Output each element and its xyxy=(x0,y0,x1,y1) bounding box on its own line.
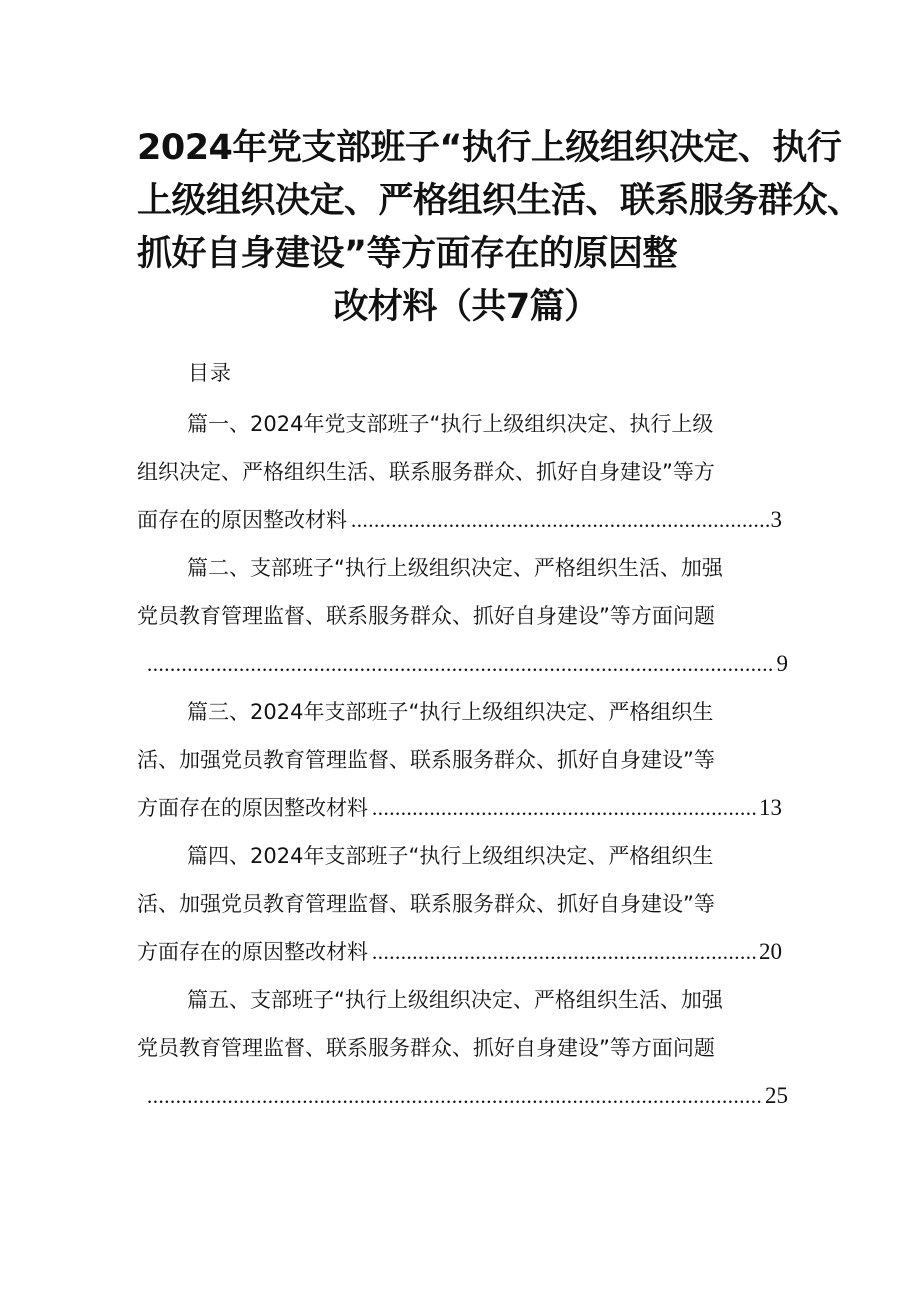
dot-leader xyxy=(147,640,775,688)
toc-entry-3[interactable] xyxy=(137,688,787,832)
toc-entry-leader-line xyxy=(137,928,782,976)
toc-page-number: 25 xyxy=(765,1083,788,1108)
toc-entry-leader-line xyxy=(137,784,782,832)
title-line-2: 上级组织决定、严格组织生活、联系服务群众、 xyxy=(137,181,862,221)
toc-entry-2[interactable] xyxy=(137,544,787,688)
title-line-3: 抓好自身建设”等方面存在的原因整 xyxy=(137,234,678,274)
toc-entry-leader-line xyxy=(137,1072,788,1120)
toc-entry-line: 方面存在的原因整改材料 xyxy=(137,940,368,964)
table-of-contents xyxy=(137,400,787,1120)
toc-entry-line: 篇五、支部班子“执行上级组织决定、严格组织生活、加强 xyxy=(187,988,723,1012)
title-line-1: 2024年党支部班子“执行上级组织决定、执行 xyxy=(137,128,842,168)
toc-page-number: 9 xyxy=(776,651,788,676)
toc-entry-5[interactable] xyxy=(137,976,787,1120)
toc-entry-line: 篇四、2024年支部班子“执行上级组织决定、严格组织生 xyxy=(187,844,714,868)
dot-leader xyxy=(351,496,769,544)
toc-entry-leader-line xyxy=(137,640,788,688)
toc-heading: 目录 xyxy=(188,361,232,385)
toc-entry-line: 面存在的原因整改材料 xyxy=(137,508,347,532)
toc-entry-line: 方面存在的原因整改材料 xyxy=(137,796,368,820)
toc-page-number: 20 xyxy=(759,939,782,964)
dot-leader xyxy=(372,928,757,976)
toc-entry-line: 篇二、支部班子“执行上级组织决定、严格组织生活、加强 xyxy=(187,556,723,580)
toc-page-number: 3 xyxy=(770,507,782,532)
dot-leader xyxy=(147,1072,763,1120)
toc-entry-line: 活、加强党员教育管理监督、联系服务群众、抓好自身建设”等 xyxy=(137,892,715,916)
toc-entry-line: 党员教育管理监督、联系服务群众、抓好自身建设”等方面问题 xyxy=(137,1036,715,1060)
toc-entry-line: 党员教育管理监督、联系服务群众、抓好自身建设”等方面问题 xyxy=(137,604,715,628)
toc-entry-leader-line xyxy=(137,496,782,544)
toc-entry-4[interactable] xyxy=(137,832,787,976)
title-line-4: 改材料（共7篇） xyxy=(333,287,599,327)
toc-entry-line: 组织决定、严格组织生活、联系服务群众、抓好自身建设”等方 xyxy=(137,460,715,484)
toc-entry-1[interactable] xyxy=(137,400,787,544)
toc-entry-line: 篇一、2024年党支部班子“执行上级组织决定、执行上级 xyxy=(187,412,714,436)
toc-page-number: 13 xyxy=(759,795,782,820)
dot-leader xyxy=(372,784,757,832)
toc-entry-line: 篇三、2024年支部班子“执行上级组织决定、严格组织生 xyxy=(187,700,714,724)
toc-entry-line: 活、加强党员教育管理监督、联系服务群众、抓好自身建设”等 xyxy=(137,748,715,772)
document-title xyxy=(137,122,862,334)
